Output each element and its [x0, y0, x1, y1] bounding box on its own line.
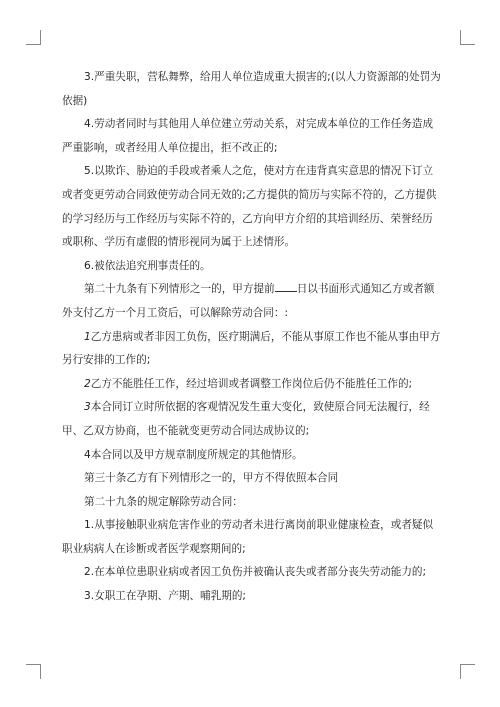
paragraph-article-30-cont: 第二十九条的规定解除劳动合同：: [84, 495, 243, 508]
paragraph-item-2: [62, 373, 442, 397]
paragraph-item-1: [62, 326, 442, 373]
crop-mark-top-left: [26, 30, 41, 45]
article-29-text-before: 第二十九条有下列情形之一的，甲方提前: [84, 283, 275, 296]
item-number: 3: [84, 401, 91, 414]
days-blank-field: [275, 281, 297, 292]
crop-mark-bottom-left: [26, 664, 41, 679]
paragraph-prohibition-1: 1.从事接触职业病危害作业的劳动者未进行离岗前职业健康检查，或者疑似职业病病人在诊断或者医学观察期间的;: [62, 519, 434, 555]
item-text: 乙方患病或者非因工负伤，医疗期满后，不能从事原工作也不能从事由甲方另行安排的工作的;: [62, 330, 441, 367]
paragraph-item-4: 4本合同以及甲方规章制度所规定的其他情形。: [84, 448, 303, 461]
paragraph-clause-6: 6.被依法追究刑事责任的。: [84, 259, 211, 272]
document-body: [62, 66, 442, 609]
paragraph-item-3: [62, 396, 442, 443]
paragraph-article-30: 第三十条乙方有下列情形之一的，甲方不得依照本合同: [84, 472, 339, 485]
item-number: 1: [84, 330, 91, 343]
paragraph-clause-4: 4.劳动者同时与其他用人单位建立劳动关系，对完成本单位的工作任务造成严重影响，或者经用人单位提出，拒不改正的;: [62, 118, 434, 154]
paragraph-clause-3: 3.严重失职，营私舞弊，给用人单位造成重大损害的;(以人力资源部的处罚为依据): [62, 71, 441, 107]
item-text: 本合同订立时所依据的客观情况发生重大变化，致使原合同无法履行，经甲、乙双方协商，也不能就变更劳动合同达成协议的;: [62, 401, 430, 437]
crop-mark-top-right: [460, 30, 475, 45]
paragraph-clause-5: 5.以欺诈、胁迫的手段或者乘人之危，使对方在违背真实意思的情况下订立或者变更劳动合同致使劳动合同无效的;乙方提供的简历与实际不符的，乙方提供的学习经历与工作经历与实际不符的，乙方向甲方介绍的其培训经历、荣誉经历或职称、学历有虚假的情形视同为属于上述情形。: [62, 165, 437, 249]
item-number: 2: [84, 377, 91, 390]
paragraph-article-29: [62, 278, 442, 325]
crop-mark-bottom-right: [460, 664, 475, 679]
paragraph-prohibition-3: 3.女职工在孕期、产期、哺乳期的;: [84, 590, 246, 603]
item-text: 乙方不能胜任工作，经过培训或者调整工作岗位后仍不能胜任工作的;: [90, 377, 413, 390]
paragraph-prohibition-2: 2.在本单位患职业病或者因工负伤并被确认丧失或者部分丧失劳动能力的;: [84, 566, 427, 579]
article-29-text-after: 日以书面形式通知乙方或者额外支付乙方一个月工资后，可以解除劳动合同：:: [62, 283, 435, 319]
